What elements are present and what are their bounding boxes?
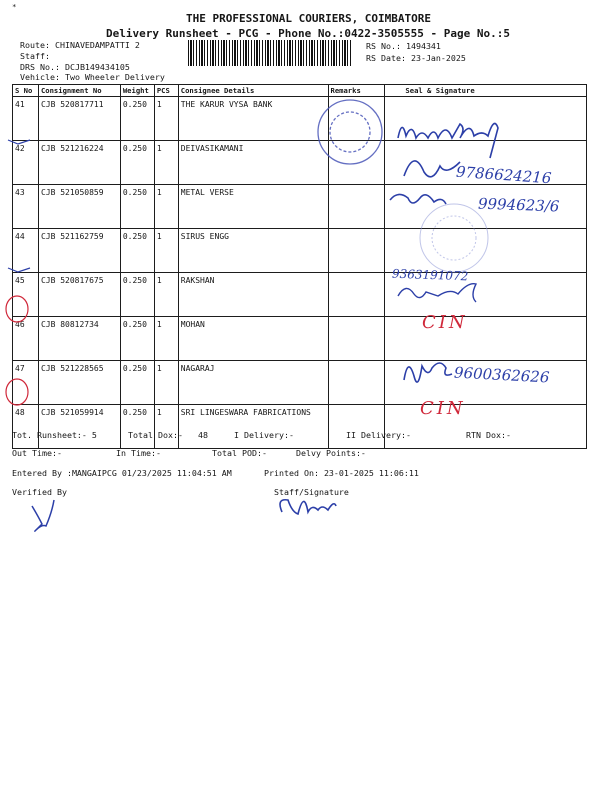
cell-weight: 0.250 (120, 273, 154, 317)
signature-row-42 (404, 161, 460, 177)
cell-consignment: CJB 520817675 (38, 273, 120, 317)
cell-weight: 0.250 (120, 185, 154, 229)
vehicle-label: Vehicle: Two Wheeler Delivery (20, 72, 165, 82)
total-dox-value: 48 (198, 430, 208, 440)
handwritten-note-row-48: CIN (420, 398, 466, 419)
total-dox-label: Total Dox:- (128, 430, 183, 440)
i-delivery: I Delivery:- (234, 430, 294, 440)
cell-weight: 0.250 (120, 141, 154, 185)
cell-weight: 0.250 (120, 405, 154, 449)
cell-sno: 44 (13, 229, 39, 273)
cell-pcs: 1 (154, 273, 178, 317)
cell-sno: 48 (13, 405, 39, 449)
cell-consignee: SRI LINGESWARA FABRICATIONS (178, 405, 328, 449)
staff-label: Staff: (20, 51, 50, 61)
cell-pcs: 1 (154, 229, 178, 273)
handwritten-phone-row-42: 9786624216 (455, 162, 552, 188)
drs-number: DRS No.: DCJB149434105 (20, 62, 130, 72)
cell-pcs: 1 (154, 185, 178, 229)
runsheet-title: Delivery Runsheet - PCG - Phone No.:0422-3505555 - Page No.:5 (106, 27, 510, 40)
signature-row-45 (398, 284, 476, 302)
cell-consignee: THE KARUR VYSA BANK (178, 97, 328, 141)
cell-pcs: 1 (154, 141, 178, 185)
entered-by: Entered By :MANGAIPCG 01/23/2025 11:04:51 AM (12, 468, 232, 478)
cell-sno: 43 (13, 185, 39, 229)
cell-sno: 47 (13, 361, 39, 405)
cell-sno: 41 (13, 97, 39, 141)
cell-pcs: 1 (154, 405, 178, 449)
signature-row-41 (398, 124, 498, 159)
handwritten-note-row-46: CIN (422, 312, 468, 333)
staff-signature-label: Staff/Signature (274, 487, 349, 497)
cell-consignment: CJB 521216224 (38, 141, 120, 185)
total-runsheet: Tot. Runsheet:- 5 (12, 430, 97, 440)
col-header-consignee: Consignee Details (178, 85, 328, 97)
col-header-sno: S No (13, 85, 39, 97)
handwritten-phone-row-47: 9600362626 (453, 363, 550, 387)
cell-sno: 45 (13, 273, 39, 317)
rtn-dox: RTN Dox:- (466, 430, 511, 440)
handwritten-phone-row-45: 9363191072 (391, 266, 469, 284)
verified-by-label: Verified By (12, 487, 67, 497)
cell-weight: 0.250 (120, 229, 154, 273)
red-circle-mark (6, 296, 28, 322)
delivery-points: Delvy Points:- (296, 448, 366, 458)
col-header-remarks: Remarks (328, 85, 385, 97)
staff-signature-scribble (280, 500, 336, 514)
faded-stamp (420, 204, 488, 272)
rs-number: RS No.: 1494341 (366, 41, 441, 51)
cell-pcs: 1 (154, 361, 178, 405)
cell-sno: 46 (13, 317, 39, 361)
cell-consignment: CJB 520817711 (38, 97, 120, 141)
col-header-consignment: Consignment No (38, 85, 120, 97)
cell-consignee: MOHAN (178, 317, 328, 361)
cell-consignment: CJB 521228565 (38, 361, 120, 405)
cell-consignee: RAKSHAN (178, 273, 328, 317)
ii-delivery: II Delivery:- (346, 430, 411, 440)
col-header-weight: Weight (120, 85, 154, 97)
red-circle-mark (6, 379, 28, 405)
signature-row-47 (404, 363, 452, 382)
total-pod: Total POD:- (212, 448, 267, 458)
tick-mark (8, 268, 30, 272)
cell-consignee: NAGARAJ (178, 361, 328, 405)
corner-mark: * (12, 2, 17, 11)
rs-date: RS Date: 23-Jan-2025 (366, 53, 466, 63)
cell-sno: 42 (13, 141, 39, 185)
out-time: Out Time:- (12, 448, 62, 458)
cell-consignee: DEIVASIKAMANI (178, 141, 328, 185)
col-header-seal-signature: Seal & Signature (385, 85, 587, 97)
cell-pcs: 1 (154, 317, 178, 361)
company-name: THE PROFESSIONAL COURIERS, COIMBATORE (186, 12, 432, 25)
signature-row-43 (390, 194, 446, 204)
col-header-pcs: PCS (154, 85, 178, 97)
cell-consignee: SIRUS ENGG (178, 229, 328, 273)
cell-consignment: CJB 521162759 (38, 229, 120, 273)
cell-consignment: CJB 80812734 (38, 317, 120, 361)
cell-weight: 0.250 (120, 97, 154, 141)
handwritten-phone-row-43: 9994623/6 (477, 194, 560, 216)
in-time: In Time:- (116, 448, 161, 458)
cell-consignment: CJB 521050859 (38, 185, 120, 229)
company-stamp (318, 100, 382, 164)
cell-pcs: 1 (154, 97, 178, 141)
verified-signature (32, 500, 54, 531)
cell-consignee: METAL VERSE (178, 185, 328, 229)
route-label: Route: CHINAVEDAMPATTI 2 (20, 40, 140, 50)
tick-mark (8, 140, 30, 144)
cell-consignment: CJB 521059914 (38, 405, 120, 449)
cell-weight: 0.250 (120, 317, 154, 361)
printed-on: Printed On: 23-01-2025 11:06:11 (264, 468, 419, 478)
cell-weight: 0.250 (120, 361, 154, 405)
